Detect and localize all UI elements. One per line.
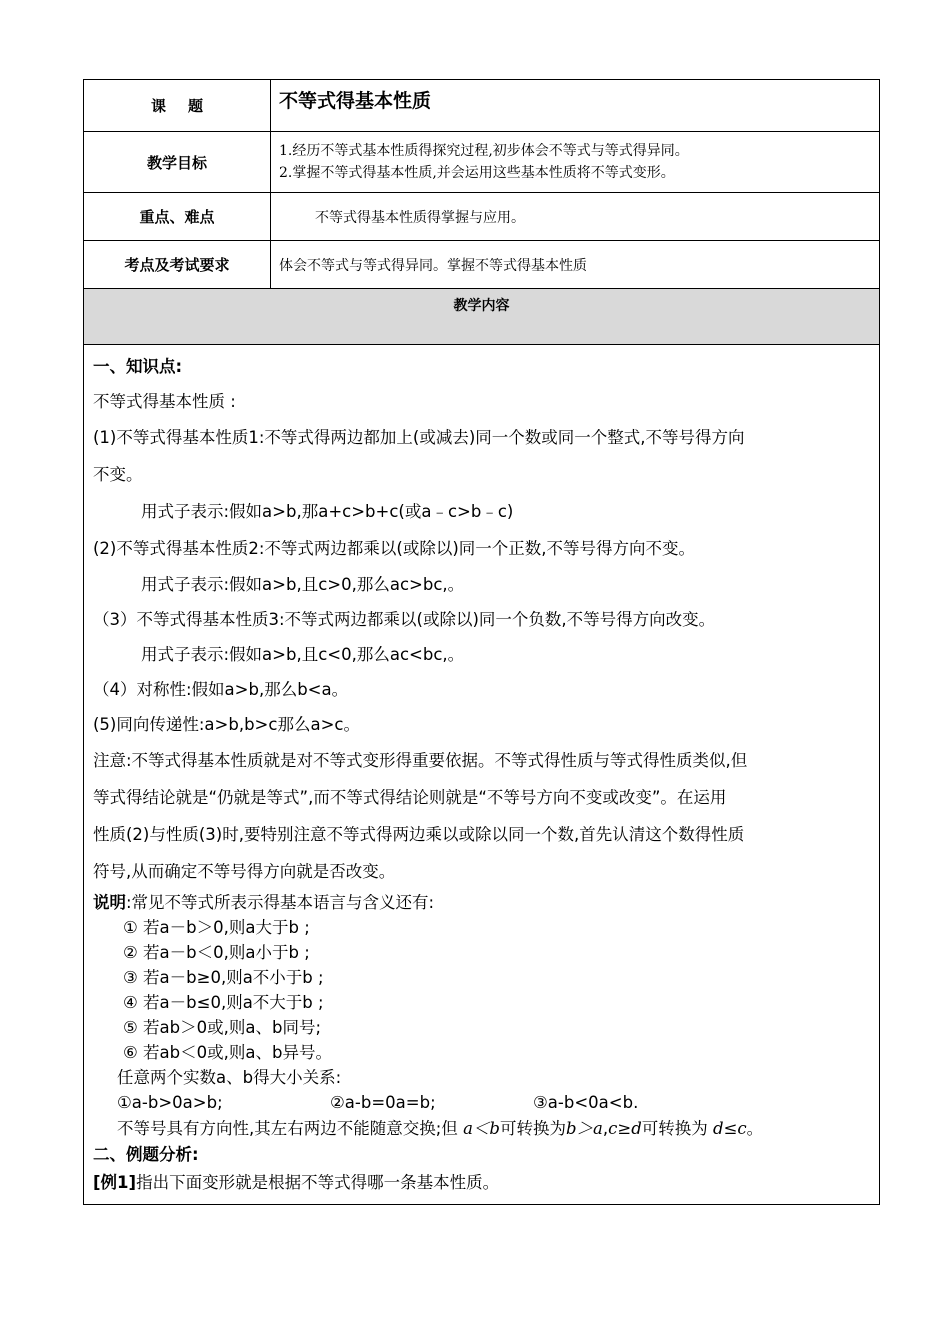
section-example-heading: 二、例题分析: bbox=[93, 1145, 199, 1164]
property-1-formula: 用式子表示:假如a>b,那a+c>b+c(或a﹣c>b﹣c) bbox=[141, 502, 514, 521]
explain-item-6: ⑥ 若ab＜0或,则a、b异号。 bbox=[123, 1043, 332, 1062]
explain-item-3: ③ 若a－b≥0,则a不小于b ; bbox=[123, 968, 324, 987]
property-4: （4）对称性:假如a>b,那么b<a。 bbox=[93, 680, 349, 699]
example-1-label: [例1] bbox=[93, 1173, 137, 1192]
direction-math-4: d≤c bbox=[713, 1119, 747, 1138]
direction-math-1: a＜b bbox=[463, 1119, 500, 1138]
relation-2: ②a-b=0a=b; bbox=[330, 1093, 436, 1112]
goal-label: 教学目标 bbox=[84, 132, 271, 193]
goal-row bbox=[84, 132, 880, 193]
key-label: 重点、难点 bbox=[84, 193, 271, 241]
explain-line bbox=[93, 890, 871, 915]
note-line-3: 性质(2)与性质(3)时,要特别注意不等式得两边乘以或除以同一个数,首先认清这个数得性质 bbox=[93, 825, 745, 844]
relation-row bbox=[93, 1090, 871, 1116]
explain-text: :常见不等式所表示得基本语言与含义还有: bbox=[126, 893, 435, 912]
key-row bbox=[84, 193, 880, 241]
exam-row bbox=[84, 241, 880, 289]
intro-line: 不等式得基本性质 : bbox=[93, 392, 236, 411]
note-line-4: 符号,从而确定不等号得方向就是否改变。 bbox=[93, 862, 396, 881]
title-label-part-1: 课 bbox=[150, 97, 166, 115]
exam-label: 考点及考试要求 bbox=[84, 241, 271, 289]
example-1-text: 指出下面变形就是根据不等式得哪一条基本性质。 bbox=[136, 1173, 500, 1192]
goal-line-1: 1.经历不等式基本性质得探究过程,初步体会不等式与等式得异同。 bbox=[279, 143, 689, 159]
explain-item-5: ⑤ 若ab＞0或,则a、b同号; bbox=[123, 1018, 322, 1037]
direction-math-3: c≥d bbox=[608, 1119, 642, 1138]
direction-text-2: 可转换为 bbox=[499, 1119, 566, 1138]
direction-math-2: b＞a bbox=[565, 1119, 603, 1138]
property-2-formula: 用式子表示:假如a>b,且c>0,那么ac>bc,。 bbox=[141, 575, 465, 594]
key-value: 不等式得基本性质得掌握与应用。 bbox=[271, 193, 880, 241]
direction-text-3: , bbox=[602, 1119, 609, 1138]
direction-text-4: 可转换为 bbox=[641, 1119, 708, 1138]
explain-item-4: ④ 若a－b≤0,则a不大于b ; bbox=[123, 993, 324, 1012]
content-header-row bbox=[84, 289, 880, 345]
explain-item-2: ② 若a－b＜0,则a小于b ; bbox=[123, 943, 310, 962]
title-row bbox=[84, 80, 880, 132]
goal-line-2: 2.掌握不等式得基本性质,并会运用这些基本性质将不等式变形。 bbox=[279, 165, 675, 181]
example-1-line bbox=[93, 1168, 871, 1198]
goal-value bbox=[271, 132, 880, 193]
title-label bbox=[84, 80, 271, 132]
content-body-row bbox=[84, 345, 880, 1205]
property-1-line-2: 不变。 bbox=[93, 465, 143, 484]
relation-1: ①a-b>0a>b; bbox=[117, 1093, 223, 1112]
content-body bbox=[84, 345, 880, 1205]
property-2: (2)不等式得基本性质2:不等式两边都乘以(或除以)同一个正数,不等号得方向不变。 bbox=[93, 539, 696, 558]
compare-title: 任意两个实数a、b得大小关系: bbox=[117, 1068, 342, 1087]
title-label-part-2: 题 bbox=[188, 97, 204, 115]
property-3: （3）不等式得基本性质3:不等式两边都乘以(或除以)同一个负数,不等号得方向改变。 bbox=[93, 610, 716, 629]
section-knowledge-heading: 一、知识点: bbox=[93, 357, 183, 376]
property-1-line-1: (1)不等式得基本性质1:不等式得两边都加上(或减去)同一个数或同一个整式,不等号得方向 bbox=[93, 428, 745, 447]
content-header: 教学内容 bbox=[84, 289, 880, 345]
direction-paragraph bbox=[93, 1116, 871, 1142]
exam-value: 体会不等式与等式得异同。掌握不等式得基本性质 bbox=[271, 241, 880, 289]
lesson-plan-table bbox=[83, 79, 880, 1205]
direction-text-end: 。 bbox=[746, 1119, 764, 1138]
direction-text-1: 不等号具有方向性,其左右两边不能随意交换;但 bbox=[117, 1119, 458, 1138]
note-line-1: 注意:不等式得基本性质就是对不等式变形得重要依据。不等式得性质与等式得性质类似,但 bbox=[93, 751, 748, 770]
lesson-title: 不等式得基本性质 bbox=[271, 80, 880, 132]
property-5: (5)同向传递性:a>b,b>c那么a>c。 bbox=[93, 715, 360, 734]
note-line-2: 等式得结论就是“仍就是等式”,而不等式得结论则就是“不等号方向不变或改变”。在运用 bbox=[93, 788, 727, 807]
relation-3: ③a-b<0a<b. bbox=[533, 1093, 639, 1112]
explain-item-1: ① 若a－b＞0,则a大于b ; bbox=[123, 918, 310, 937]
property-3-formula: 用式子表示:假如a>b,且c<0,那么ac<bc,。 bbox=[141, 645, 465, 664]
explain-label: 说明 bbox=[93, 893, 126, 912]
